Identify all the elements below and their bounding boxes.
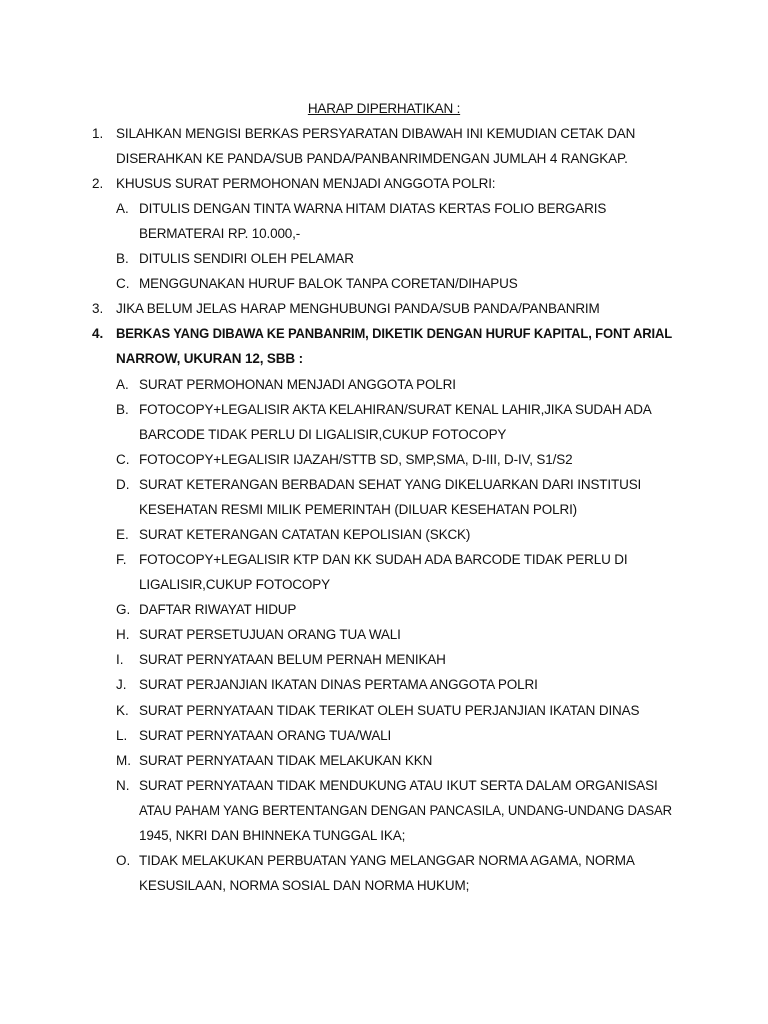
item-4g-line-1: DAFTAR RIWAYAT HIDUP xyxy=(139,602,297,617)
item-4-marker: 4. xyxy=(92,326,104,341)
item-2-line-1: KHUSUS SURAT PERMOHONAN MENJADI ANGGOTA POLRI: xyxy=(116,176,496,191)
item-2a-line-2: BERMATERAI RP. 10.000,- xyxy=(139,226,301,241)
item-4n-marker: N. xyxy=(116,778,130,793)
item-2-marker: 2. xyxy=(92,176,104,191)
item-4f-marker: F. xyxy=(116,552,127,567)
item-4k-marker: K. xyxy=(116,703,129,718)
item-2a-marker: A. xyxy=(116,201,129,216)
item-4i-marker: I. xyxy=(116,652,124,667)
item-4d-line-2: KESEHATAN RESMI MILIK PEMERINTAH (DILUAR KESEHATAN POLRI) xyxy=(139,502,578,517)
item-4f-line-1: FOTOCOPY+LEGALISIR KTP DAN KK SUDAH ADA BARCODE TIDAK PERLU DI xyxy=(139,552,628,567)
item-4i-line-1: SURAT PERNYATAAN BELUM PERNAH MENIKAH xyxy=(139,652,446,667)
item-1-marker: 1. xyxy=(92,126,104,141)
item-4o-marker: O. xyxy=(116,853,131,868)
item-4o-line-1: TIDAK MELAKUKAN PERBUATAN YANG MELANGGAR NORMA AGAMA, NORMA xyxy=(139,853,635,868)
item-4e-line-1: SURAT KETERANGAN CATATAN KEPOLISIAN (SKCK) xyxy=(139,527,471,542)
item-4c-line-1: FOTOCOPY+LEGALISIR IJAZAH/STTB SD, SMP,SMA, D-III, D-IV, S1/S2 xyxy=(139,452,573,467)
item-2b-marker: B. xyxy=(116,251,129,266)
item-4c-marker: C. xyxy=(116,452,130,467)
item-4n-line-3: 1945, NKRI DAN BHINNEKA TUNGGAL IKA; xyxy=(139,828,406,843)
item-4o-line-2: KESUSILAAN, NORMA SOSIAL DAN NORMA HUKUM; xyxy=(139,878,470,893)
item-1-line-2: DISERAHKAN KE PANDA/SUB PANDA/PANBANRIMDENGAN JUMLAH 4 RANGKAP. xyxy=(116,151,628,166)
item-4d-marker: D. xyxy=(116,477,130,492)
item-3-marker: 3. xyxy=(92,301,104,316)
document-title: HARAP DIPERHATIKAN : xyxy=(307,101,461,116)
item-4a-line-1: SURAT PERMOHONAN MENJADI ANGGOTA POLRI xyxy=(139,377,456,392)
item-4j-marker: J. xyxy=(116,677,127,692)
item-4f-line-2: LIGALISIR,CUKUP FOTOCOPY xyxy=(139,577,330,592)
item-4b-marker: B. xyxy=(116,402,129,417)
item-4-line-1: BERKAS YANG DIBAWA KE PANBANRIM, DIKETIK DENGAN HURUF KAPITAL, FONT ARIAL xyxy=(116,326,672,341)
item-1-line-1: SILAHKAN MENGISI BERKAS PERSYARATAN DIBAWAH INI KEMUDIAN CETAK DAN xyxy=(116,126,636,141)
item-2b-line-1: DITULIS SENDIRI OLEH PELAMAR xyxy=(139,251,354,266)
item-4b-line-2: BARCODE TIDAK PERLU DI LIGALISIR,CUKUP FOTOCOPY xyxy=(139,427,507,442)
item-4e-marker: E. xyxy=(116,527,129,542)
item-2c-marker: C. xyxy=(116,276,130,291)
item-4n-line-2: ATAU PAHAM YANG BERTENTANGAN DENGAN PANCASILA, UNDANG-UNDANG DASAR xyxy=(139,803,672,818)
item-4d-line-1: SURAT KETERANGAN BERBADAN SEHAT YANG DIKELUARKAN DARI INSTITUSI xyxy=(139,477,642,492)
item-4a-marker: A. xyxy=(116,377,129,392)
item-3-line-1: JIKA BELUM JELAS HARAP MENGHUBUNGI PANDA/SUB PANDA/PANBANRIM xyxy=(116,301,600,316)
item-4l-line-1: SURAT PERNYATAAN ORANG TUA/WALI xyxy=(139,728,392,743)
item-4n-line-1: SURAT PERNYATAAN TIDAK MENDUKUNG ATAU IKUT SERTA DALAM ORGANISASI xyxy=(139,778,658,793)
item-4b-line-1: FOTOCOPY+LEGALISIR AKTA KELAHIRAN/SURAT KENAL LAHIR,JIKA SUDAH ADA xyxy=(139,402,652,417)
item-4m-marker: M. xyxy=(116,753,131,768)
item-4g-marker: G. xyxy=(116,602,131,617)
item-4-line-2: NARROW, UKURAN 12, SBB : xyxy=(116,351,303,366)
item-4m-line-1: SURAT PERNYATAAN TIDAK MELAKUKAN KKN xyxy=(139,753,433,768)
item-4h-marker: H. xyxy=(116,627,130,642)
item-4l-marker: L. xyxy=(116,728,128,743)
item-4j-line-1: SURAT PERJANJIAN IKATAN DINAS PERTAMA ANGGOTA POLRI xyxy=(139,677,538,692)
item-4h-line-1: SURAT PERSETUJUAN ORANG TUA WALI xyxy=(139,627,401,642)
item-2c-line-1: MENGGUNAKAN HURUF BALOK TANPA CORETAN/DIHAPUS xyxy=(139,276,518,291)
item-4k-line-1: SURAT PERNYATAAN TIDAK TERIKAT OLEH SUATU PERJANJIAN IKATAN DINAS xyxy=(139,703,640,718)
item-2a-line-1: DITULIS DENGAN TINTA WARNA HITAM DIATAS KERTAS FOLIO BERGARIS xyxy=(139,201,607,216)
